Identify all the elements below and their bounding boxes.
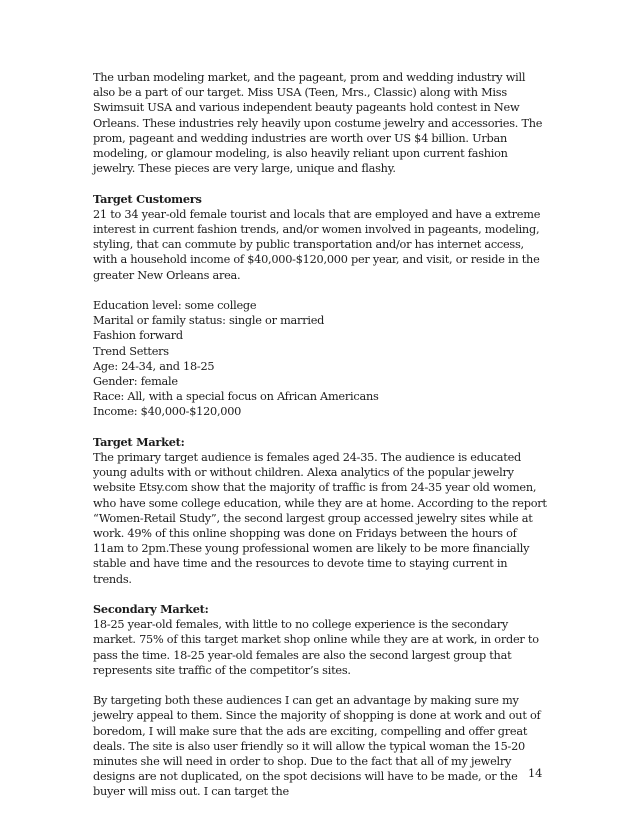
target-customers-body: 21 to 34 year-old female tourist and locals that are employed and have a extreme interest in current fashion trends, and/or women involved in pageants, modeling, styling, that can commute by public transportation and/or has internet access, with a household income of $40,000-$120,000 per year, and visit, or reside in the greater New Orleans area. <box>93 207 541 282</box>
demographic-item: Fashion forward <box>93 329 183 343</box>
secondary-market-heading: Secondary Market: <box>93 602 209 617</box>
demographic-item: Income: $40,000-$120,000 <box>93 405 242 419</box>
demographic-item: Trend Setters <box>93 344 169 358</box>
target-market-body: The primary target audience is females aged 24-35. The audience is educated young adults with or without children. Alexa analytics of the popular jewelry website Etsy.com show that the majority of traffic is from 24-35 year old women, who have some college education, while they are at home. According to the report “Women-Retail Study”, the second largest group accessed jewelry sites while at work. 49% of this online shopping was done on Fridays between the hours of 11am to 2pm.These young professional women are likely to be more financially stable and have time and the resources to devote time to staying current in trends. <box>93 451 547 586</box>
demographic-item: Age: 24-34, and 18-25 <box>93 359 215 373</box>
intro-paragraph: The urban modeling market, and the pageant, prom and wedding industry will also be a part of our target. Miss USA (Teen, Mrs., Classic) along with Miss Swimsuit USA and various independent beauty pageants hold contest in New Orleans. These industries rely heavily upon costume jewelry and accessories. The prom, pageant and wedding industries are worth over US $4 billion. Urban modeling, or glamour modeling, is also heavily reliant upon current fashion jewelry. These pieces are very large, unique and flashy. <box>93 71 543 176</box>
target-market-heading: Target Market: <box>93 434 185 449</box>
target-customers-section <box>93 192 548 283</box>
demographic-item: Education level: some college <box>93 299 257 313</box>
secondary-market-body: 18-25 year-old females, with little to no college experience is the secondary market. 75% of this target market shop online while they are at work, in order to pass the time. 18-25 year-old females are also the second largest group that represents site traffic of the competitor’s sites. <box>93 618 539 677</box>
page-body <box>93 70 548 815</box>
target-market-section <box>93 435 548 587</box>
demographics-list <box>93 298 548 420</box>
page-number: 14 <box>528 767 543 780</box>
closing-paragraph: By targeting both these audiences I can get an advantage by making sure my jewelry appeal to them. Since the majority of shopping is done at work and out of boredom, I will make sure that the ads are exciting, compelling and offer great deals. The site is also user friendly so it will allow the typical woman the 15-20 minutes she will need in order to shop. Due to the fact that all of my jewelry designs are not duplicated, on the spot decisions will have to be made, or the buyer will miss out. I can target the <box>93 694 541 799</box>
demographic-item: Race: All, with a special focus on African Americans <box>93 390 379 404</box>
demographic-item: Gender: female <box>93 375 178 389</box>
target-customers-heading: Target Customers <box>93 191 202 206</box>
secondary-market-section <box>93 602 548 678</box>
demographic-item: Marital or family status: single or married <box>93 314 325 328</box>
